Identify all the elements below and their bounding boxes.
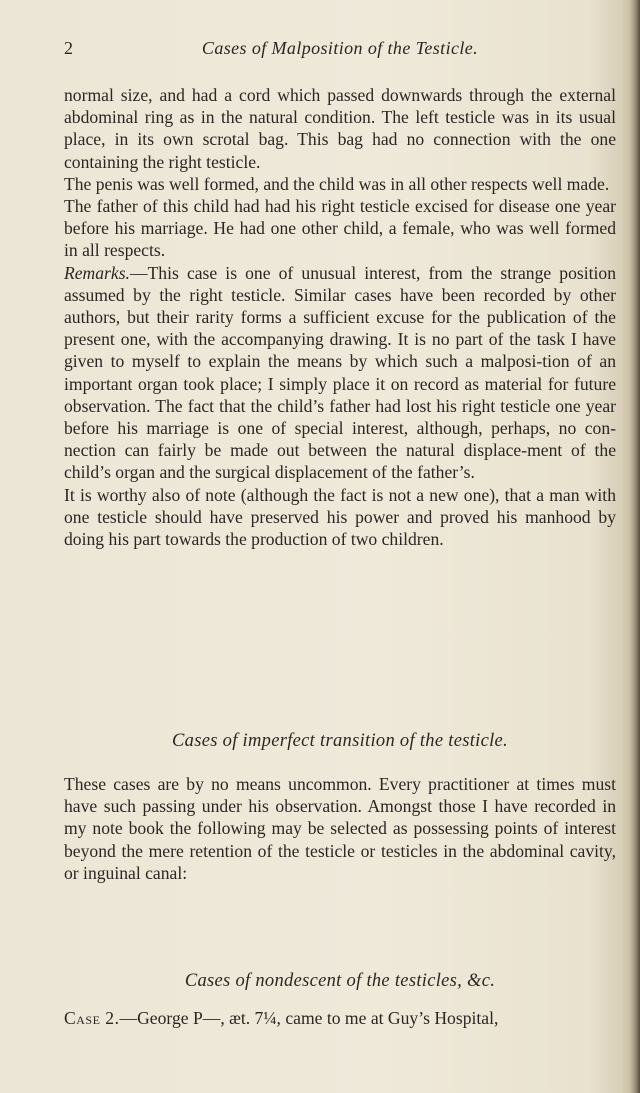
paragraph-continuation: normal size, and had a cord which passed downwards through the external abdominal ring as in the natural condition. The left testicle was in its usual place, in its own scrotal bag. This bag had no connection with the one containing the right testicle.	[64, 85, 616, 172]
section-heading-nondescent: Cases of nondescent of the testicles, &c.	[184, 971, 496, 991]
body-text-lower	[64, 773, 616, 884]
page-header	[64, 38, 616, 66]
case-label: Case 2.	[64, 1008, 120, 1028]
remarks-label: Remarks.	[64, 262, 130, 283]
page-edge-shadow	[630, 0, 640, 1093]
paragraph-penis: The penis was well formed, and the child was in all other respects well made.	[64, 173, 610, 194]
running-title: Cases of Malposition of the Testicle.	[201, 38, 479, 58]
section-heading-imperfect-transition: Cases of imperfect transition of the testicle.	[172, 731, 508, 751]
paragraph-uncommon: These cases are by no means uncommon. Every practitioner at times must have such passing under his observation. Amongst those I have recorded in my note book the following may be selected as possessing points of interest beyond the mere retention of the testicle or testicles in the abdominal cavity, or inguinal canal:	[64, 774, 616, 883]
case-line	[64, 1007, 616, 1029]
case-text: —George P—, æt. 7¼, came to me at Guy’s Hospital,	[119, 1008, 499, 1028]
paragraph-remarks	[64, 262, 616, 484]
remarks-text: —This case is one of unusual interest, from the strange position assumed by the right testicle. Similar cases have been recorded by other authors, but their rarity forms a sufficient excuse for the publication of the present one, with the accompanying drawing. It is no part of the task I have given to myself to explain the means by which such a malposi-tion of an important organ took place; I simply place it on record as material for future observation. The fact that the child’s father had lost his right testicle one year before his marriage is one of special interest, although, perhaps, no con-nection can fairly be made out between the natural displace-ment of the child’s organ and the surgical displacement of the father’s.	[64, 262, 616, 483]
paragraph-worthy: It is worthy also of note (although the fact is not a new one), that a man with one testicle should have preserved his power and proved his manhood by doing his part towards the production of two children.	[64, 484, 616, 550]
page-number: 2	[64, 38, 73, 58]
body-text-case	[64, 1007, 616, 1029]
body-text-upper	[64, 84, 616, 550]
paragraph-father: The father of this child had had his right testicle excised for disease one year before his marriage. He had one other child, a female, who was well formed in all respects.	[64, 196, 616, 261]
